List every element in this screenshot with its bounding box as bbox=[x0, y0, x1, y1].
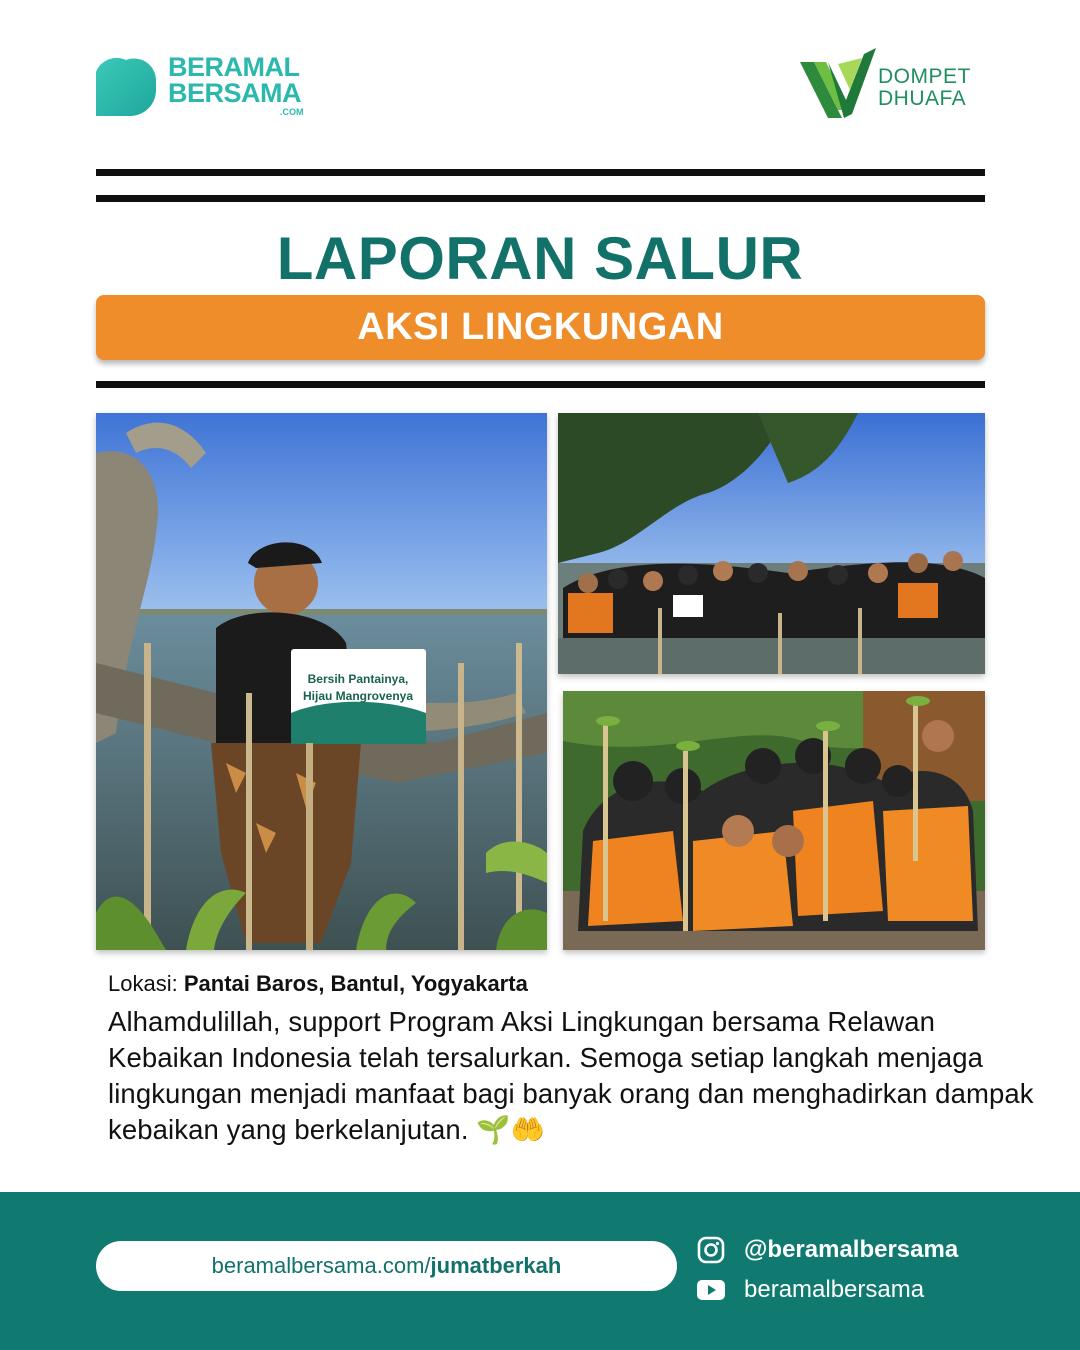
dompet-dhuafa-leaf-icon bbox=[798, 44, 878, 122]
url-path: jumatberkah bbox=[430, 1253, 562, 1278]
divider-top-2 bbox=[96, 195, 985, 202]
campaign-url-link[interactable] bbox=[96, 1241, 677, 1291]
instagram-handle: @beramalbersama bbox=[744, 1236, 959, 1263]
location-value: Pantai Baros, Bantul, Yogyakarta bbox=[183, 971, 528, 996]
beramal-bersama-logo bbox=[96, 50, 326, 120]
subtitle-banner bbox=[96, 295, 985, 360]
photo-group-mangrove bbox=[558, 413, 985, 674]
location-label: Lokasi: bbox=[108, 971, 178, 996]
url-base: beramalbersama.com/ bbox=[211, 1253, 431, 1278]
report-description: Alhamdulillah, support Program Aksi Lingkungan bersama Relawan Kebaikan Indonesia telah tersalurkan. Semoga setiap langkah menjaga lingkungan menjadi manfaat bagi banyak orang dan menghadirkan dampak kebaikan yang berkelanjutan. 🌱🤲 bbox=[108, 1006, 1034, 1145]
dompet-dhuafa-name bbox=[878, 66, 971, 110]
page-title: LAPORAN SALUR bbox=[276, 225, 804, 292]
sign-line-1: Bersih Pantainya, bbox=[307, 672, 409, 686]
brand-suffix: .COM bbox=[280, 107, 304, 117]
youtube-handle: beramalbersama bbox=[744, 1276, 925, 1303]
photo-volunteers-orange-shirts bbox=[563, 691, 985, 950]
dd-line-1: DOMPET bbox=[878, 65, 971, 88]
photo-volunteer-with-sign bbox=[96, 413, 547, 950]
instagram-handle-link[interactable] bbox=[697, 1236, 958, 1264]
brand-line-2: BERSAMA bbox=[168, 78, 302, 108]
brand-line-1: BERAMAL bbox=[168, 52, 300, 82]
divider-bottom bbox=[96, 381, 985, 388]
heart-logo-icon bbox=[96, 50, 156, 116]
sign-line-2: Hijau Mangrovenya bbox=[302, 689, 414, 703]
footer-bar bbox=[0, 1192, 1080, 1350]
instagram-icon bbox=[697, 1236, 725, 1264]
dompet-dhuafa-logo bbox=[798, 44, 998, 124]
subtitle-text: AKSI LINGKUNGAN bbox=[357, 306, 724, 348]
brand-name bbox=[168, 54, 301, 106]
youtube-channel-link[interactable] bbox=[697, 1276, 924, 1304]
divider-top-1 bbox=[96, 169, 985, 176]
youtube-icon bbox=[697, 1276, 725, 1304]
location-line bbox=[108, 971, 528, 997]
dd-line-2: DHUAFA bbox=[878, 87, 967, 110]
